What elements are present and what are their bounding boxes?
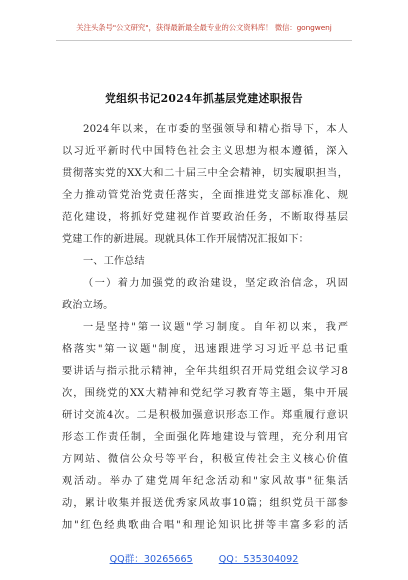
body-line: 2024年以来，在市委的坚强领导和精心指导下，本人 [83,124,348,135]
body-line: 要讲话与指示批示精神，全年共组织召开局党组会议学习8 [62,366,348,377]
footer-contact [0,551,408,565]
body-line: 一、工作总结 [83,256,145,267]
document-title: 党组织书记2024年抓基层党建述职报告 [105,92,303,105]
header-divider [56,40,352,41]
body-line: 范化建设，将抓好党建视作首要政治任务，不断取得基层 [62,212,348,223]
body-line: 方网站、微信公众号等平台，积极宣传社会主义核心价值 [62,454,348,465]
body-line: 形态工作责任制，全面强化阵地建设与管理，充分利用官 [62,432,348,443]
body-line: （一）着力加强党的政治建设，坚定政治信念，巩固 [83,278,348,289]
body-line: 一是坚持"第一议题"学习制度。自年初以来，我严 [83,322,348,333]
body-line: 研讨交流4次。二是积极加强意识形态工作。郑重履行意识 [62,410,348,421]
header-banner [0,22,408,33]
body-line: 加"红色经典歌曲合唱"和理论知识比拼等丰富多彩的活 [62,520,348,531]
qq-group-link[interactable]: QQ群：30265665 [109,554,193,565]
qq-contact-link[interactable]: QQ：535304092 [218,554,299,565]
body-line: 以习近平新时代中国特色社会主义思想为根本遵循，深入 [62,146,348,157]
body-line: 观活动。举办了建党周年纪念活动和"家风故事"征集活 [62,476,348,487]
header-banner-text: 关注头条号"公文研究"，获得最新最全最专业的公文资料库！ 微信：gongwenj [76,23,332,32]
body-line: 全力推动管党治党责任落实，全面推进党支部标准化、规 [62,190,348,201]
body-line: 格落实"第一议题"制度，迅速跟进学习习近平总书记重 [62,344,348,355]
body-line: 动，累计收集并报送优秀家风故事10篇；组织党员干部参 [62,498,348,509]
body-line: 政治立场。 [62,300,114,311]
body-line: 次，围绕党的XX大精神和党纪学习教育等主题，集中开展 [62,388,348,399]
body-line: 贯彻落实党的XX大和二十届三中全会精神，切实履职担当， [62,168,348,179]
body-line: 党建工作的新进展。现就具体工作开展情况汇报如下： [62,234,309,245]
